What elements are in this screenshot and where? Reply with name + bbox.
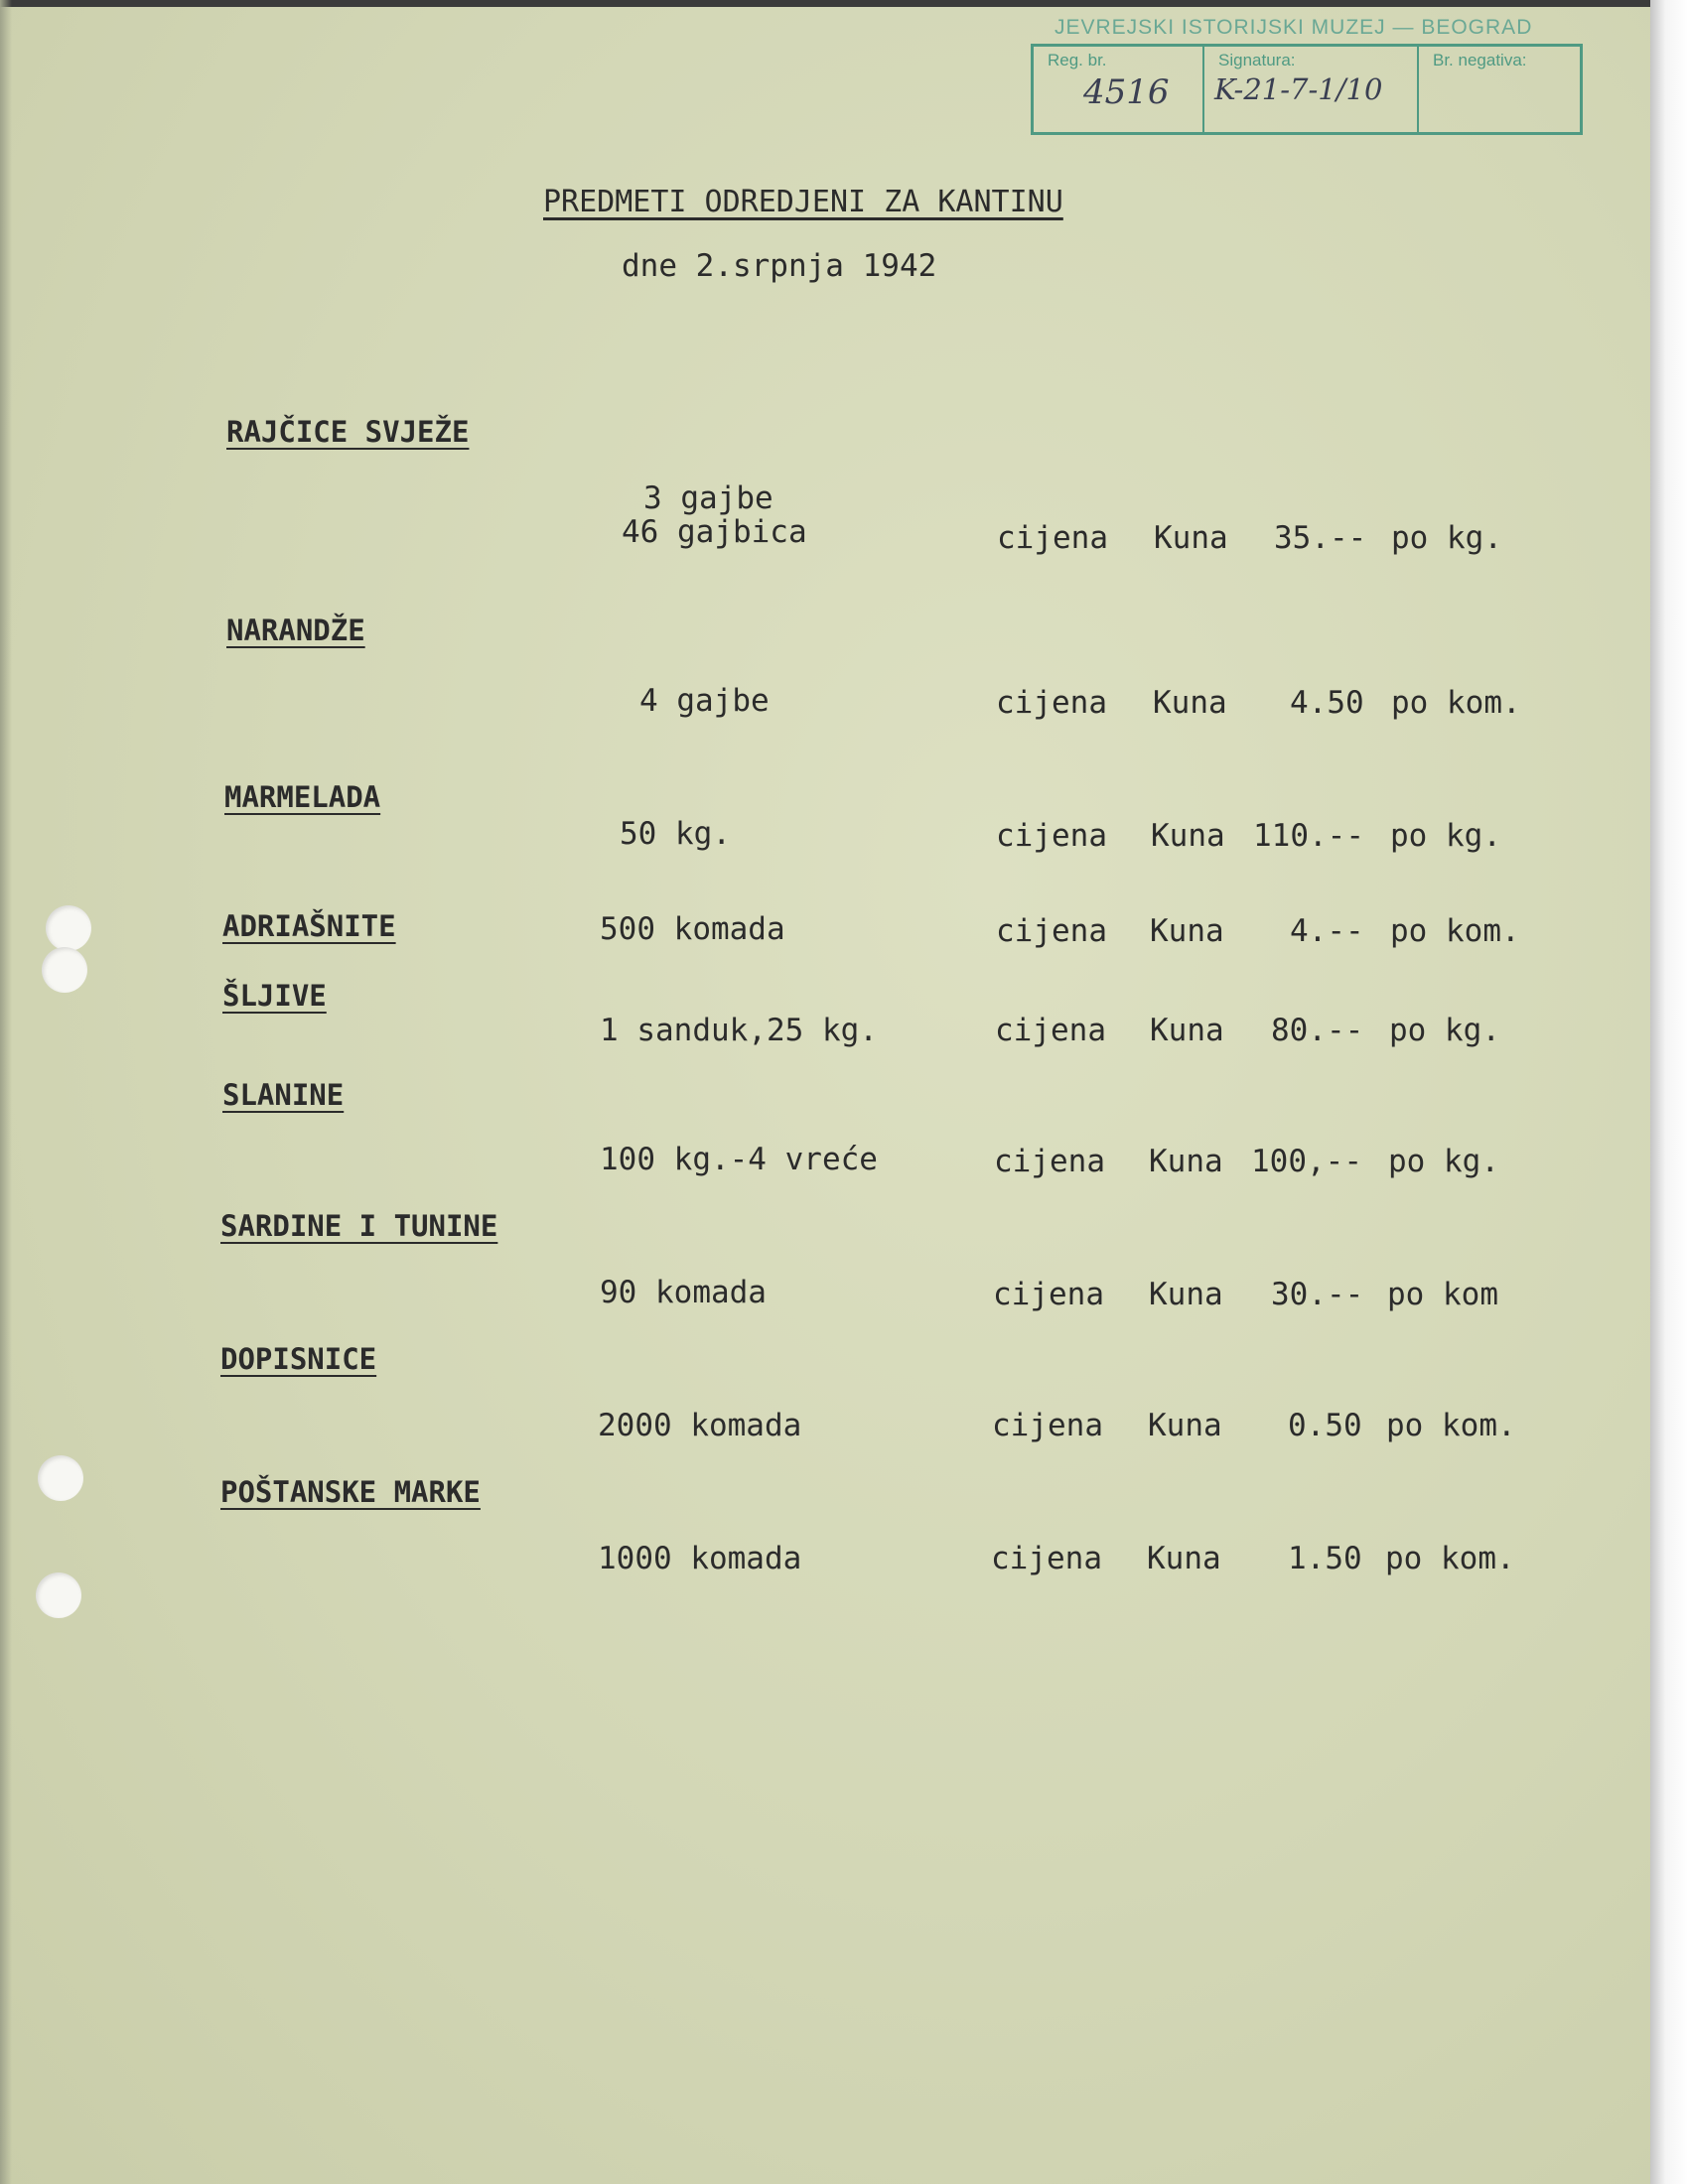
stamp-cell-reg (1034, 47, 1204, 132)
stamp-header: JEVREJSKI ISTORIJSKI MUZEJ — BEOGRAD (1055, 16, 1533, 39)
item-name: ŠLJIVE (222, 979, 327, 1013)
item-price-label: cijena (991, 1541, 1102, 1576)
item-price: 30.-- (1271, 1277, 1364, 1312)
item-price-label: cijena (995, 1013, 1106, 1048)
document-title: PREDMETI ODREDJENI ZA KANTINU (543, 185, 1063, 219)
item-price: 1.50 (1288, 1541, 1362, 1576)
item-name: NARANDŽE (226, 614, 365, 647)
item-price: 4.-- (1290, 913, 1364, 949)
item-price-label: cijena (993, 1277, 1104, 1312)
item-currency: Kuna (1150, 913, 1224, 949)
item-unit: po kg. (1388, 1144, 1499, 1179)
item-unit: po kg. (1389, 1013, 1500, 1048)
scan-margin (1650, 0, 1688, 2184)
item-unit: po kom (1387, 1277, 1498, 1312)
item-price-label: cijena (992, 1408, 1103, 1443)
item-quantity: 500 komada (600, 911, 785, 947)
item-currency: Kuna (1149, 1277, 1223, 1312)
item-unit: po kg. (1391, 520, 1502, 556)
item-quantity: 50 kg. (620, 816, 731, 852)
document-date: dne 2.srpnja 1942 (622, 248, 937, 284)
stamp-label-negativ: Br. negativa: (1433, 51, 1527, 69)
item-quantity-line: 3 gajbe (643, 480, 774, 516)
punch-hole (38, 1455, 83, 1501)
page-edge-shadow (0, 0, 12, 2184)
item-unit: po kg. (1390, 818, 1501, 854)
item-name: RAJČICE SVJEŽE (226, 415, 470, 449)
item-currency: Kuna (1149, 1144, 1223, 1179)
item-name: ADRIAŠNITE (222, 909, 396, 943)
item-name: SARDINE I TUNINE (220, 1209, 498, 1243)
stamp-cell-negativ (1419, 47, 1580, 132)
stamp-value-reg: 4516 (1083, 72, 1170, 112)
stamp-value-signatura: K-21-7-1/10 (1214, 72, 1383, 106)
punch-hole (46, 905, 91, 951)
item-name: POŠTANSKE MARKE (220, 1475, 481, 1509)
item-quantity: 1 sanduk,25 kg. (600, 1013, 878, 1048)
item-price: 100,-- (1251, 1144, 1362, 1179)
stamp-label-signatura: Signatura: (1218, 51, 1296, 69)
item-unit: po kom. (1391, 685, 1521, 721)
item-currency: Kuna (1151, 818, 1225, 854)
item-quantity: 4 gajbe (639, 683, 770, 719)
item-price-label: cijena (994, 1144, 1105, 1179)
item-unit: po kom. (1386, 1408, 1516, 1443)
item-price: 4.50 (1290, 685, 1364, 721)
item-price-label: cijena (996, 685, 1107, 721)
item-quantity: 90 komada (600, 1275, 767, 1310)
item-price-label: cijena (997, 520, 1108, 556)
item-price: 0.50 (1288, 1408, 1362, 1443)
punch-hole (36, 1572, 81, 1618)
item-quantity: 1000 komada (598, 1541, 802, 1576)
item-quantity: 2000 komada (598, 1408, 802, 1443)
item-price-label: cijena (996, 818, 1107, 854)
item-currency: Kuna (1148, 1408, 1222, 1443)
item-currency: Kuna (1150, 1013, 1224, 1048)
item-unit: po kom. (1390, 913, 1520, 949)
item-price: 110.-- (1253, 818, 1364, 854)
item-currency: Kuna (1154, 520, 1228, 556)
item-quantity: 46 gajbica (622, 514, 807, 550)
item-price: 35.-- (1274, 520, 1367, 556)
item-currency: Kuna (1147, 1541, 1221, 1576)
item-currency: Kuna (1153, 685, 1227, 721)
item-price-label: cijena (996, 913, 1107, 949)
stamp-label-reg: Reg. br. (1048, 51, 1107, 69)
item-unit: po kom. (1385, 1541, 1515, 1576)
stamp-cell-signatura (1204, 47, 1419, 132)
item-name: SLANINE (222, 1078, 345, 1112)
item-name: MARMELADA (224, 780, 381, 814)
item-quantity: 100 kg.-4 vreće (600, 1142, 878, 1177)
item-price: 80.-- (1271, 1013, 1364, 1048)
punch-hole (42, 947, 87, 993)
archive-stamp (1031, 44, 1583, 135)
item-name: DOPISNICE (220, 1342, 377, 1376)
